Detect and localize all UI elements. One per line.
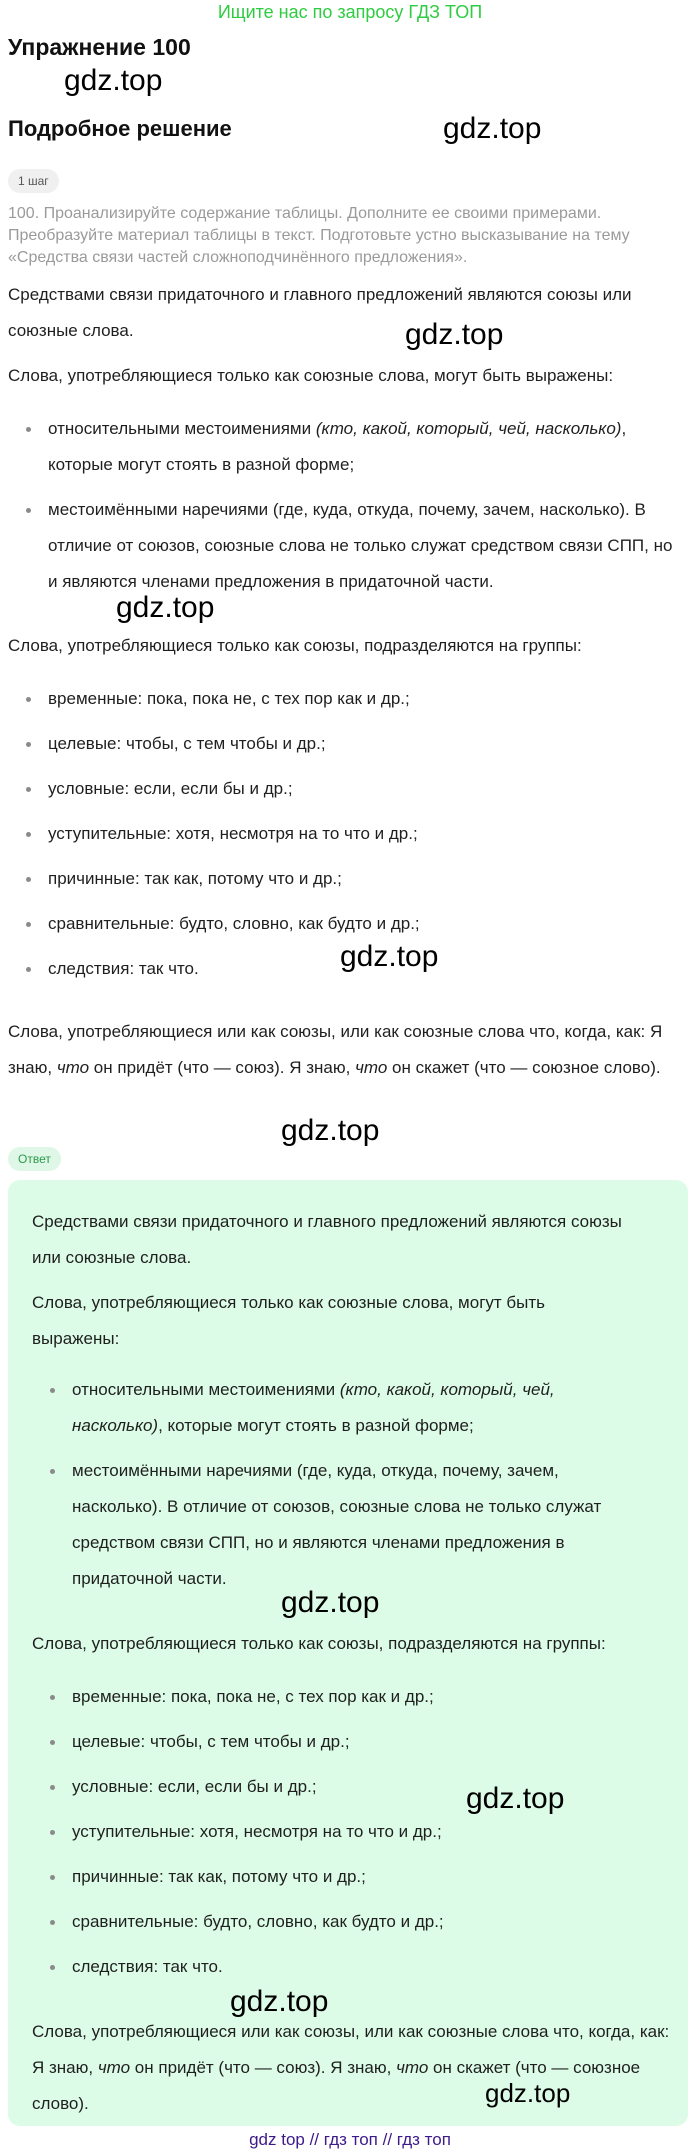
- bullet-list: [8, 411, 680, 609]
- text: он придёт (что — союз). Я знаю,: [130, 2058, 397, 2077]
- text: он придёт (что — союз). Я знаю,: [89, 1058, 356, 1077]
- examples-text: (кто, какой, который, чей, насколько): [72, 1380, 555, 1435]
- paragraph: Слова, употребляющиеся только как союзные слова, могут быть выражены:: [32, 1293, 546, 1348]
- watermark: gdz.top: [466, 1782, 565, 1815]
- item-text: , которые могут стоять в разной форме;: [158, 1416, 474, 1435]
- text: он скажет (что — союзное слово).: [387, 1058, 661, 1077]
- list-item: временные: пока, пока не, с тех пор как и др.;: [8, 681, 680, 717]
- text: он скажет (что — союзное слово).: [32, 2058, 641, 2113]
- watermark: gdz.top: [340, 940, 439, 973]
- task-text: 100. Проанализируйте содержание таблицы. Дополните ее своими примерами. Преобразуйте материал таблицы в текст. Подготовьте устно высказывание на тему «Средства связи частей сложноподчинённого предложения».: [8, 205, 630, 266]
- list-item: временные: пока, пока не, с тех пор как и др.;: [32, 1679, 682, 1715]
- item-text: , которые могут стоять в разной форме;: [48, 419, 627, 474]
- list-item: причинные: так как, потому что и др.;: [8, 861, 680, 897]
- list-item: сравнительные: будто, словно, как будто и др.;: [32, 1904, 682, 1940]
- paragraph: Средствами связи придаточного и главного предложений являются союзы или союзные слова.: [32, 1212, 622, 1267]
- examples-text: (кто, какой, который, чей, насколько): [315, 419, 622, 438]
- answer-badge: Ответ: [8, 1147, 61, 1171]
- watermark: gdz.top: [116, 591, 215, 624]
- list-item: [32, 1453, 632, 1597]
- watermark: gdz.top: [281, 1114, 380, 1147]
- list-item: целевые: чтобы, с тем чтобы и др.;: [32, 1724, 682, 1760]
- paragraph: [8, 1014, 698, 1086]
- item-text: относительными местоимениями: [48, 419, 316, 438]
- watermark: gdz.top: [281, 1586, 380, 1619]
- list-item: целевые: чтобы, с тем чтобы и др.;: [8, 726, 680, 762]
- text: что: [396, 2058, 429, 2077]
- list-item: уступительные: хотя, несмотря на то что и др.;: [32, 1814, 682, 1850]
- list-item: условные: если, если бы и др.;: [8, 771, 680, 807]
- text: что: [355, 1058, 388, 1077]
- list-item: уступительные: хотя, несмотря на то что и др.;: [8, 816, 680, 852]
- list-item: сравнительные: будто, словно, как будто и др.;: [8, 906, 680, 942]
- watermark: gdz.top: [443, 112, 542, 145]
- watermark: gdz.top: [405, 318, 504, 351]
- groups-list: [32, 1679, 682, 1994]
- text: что: [56, 1058, 90, 1077]
- paragraph: [32, 2014, 672, 2122]
- item-text: местоимёнными наречиями (где, куда, откуда, почему, зачем, насколько). В отличие от союзов, союзные слова не только служат средством связи СПП, но и являются членами предложения в придаточной части.: [72, 1461, 602, 1588]
- section-title: Подробное решение: [8, 116, 232, 141]
- list-item: [32, 1372, 632, 1444]
- bullet-list: [32, 1372, 632, 1606]
- list-item: причинные: так как, потому что и др.;: [32, 1859, 682, 1895]
- paragraph: Слова, употребляющиеся только как союзы, подразделяются на группы:: [8, 636, 582, 655]
- list-item: следствия: так что.: [8, 951, 680, 987]
- search-banner[interactable]: Ищите нас по запросу ГДЗ ТОП: [217, 2, 483, 22]
- text: что: [97, 2058, 131, 2077]
- watermark: gdz.top: [230, 1985, 329, 2018]
- step-badge: 1 шаг: [8, 169, 59, 193]
- paragraph: Средствами связи придаточного и главного предложений являются союзы или союзные слова.: [8, 285, 632, 340]
- paragraph: Слова, употребляющиеся только как союзы, подразделяются на группы:: [32, 1634, 606, 1653]
- page-title: Упражнение 100: [8, 34, 191, 60]
- text: Слова, употребляющиеся или как союзы, или как союзные слова что, когда, как: Я знаю,: [8, 1022, 663, 1077]
- list-item: условные: если, если бы и др.;: [32, 1769, 682, 1805]
- list-item: [8, 492, 680, 600]
- footer-links[interactable]: gdz top // гдз топ // гдз топ: [249, 2130, 451, 2149]
- watermark: gdz.top: [485, 2078, 571, 2108]
- list-item: следствия: так что.: [32, 1949, 682, 1985]
- watermark: gdz.top: [64, 64, 163, 97]
- list-item: [8, 411, 680, 483]
- item-text: местоимёнными наречиями (где, куда, откуда, почему, зачем, насколько). В отличие от союзов, союзные слова не только служат средством связи СПП, но и являются членами предложения в придаточной части.: [48, 500, 673, 591]
- item-text: относительными местоимениями: [72, 1380, 340, 1399]
- paragraph: Слова, употребляющиеся только как союзные слова, могут быть выражены:: [8, 366, 614, 385]
- text: Слова, употребляющиеся или как союзы, или как союзные слова что, когда, как: Я знаю,: [32, 2022, 670, 2077]
